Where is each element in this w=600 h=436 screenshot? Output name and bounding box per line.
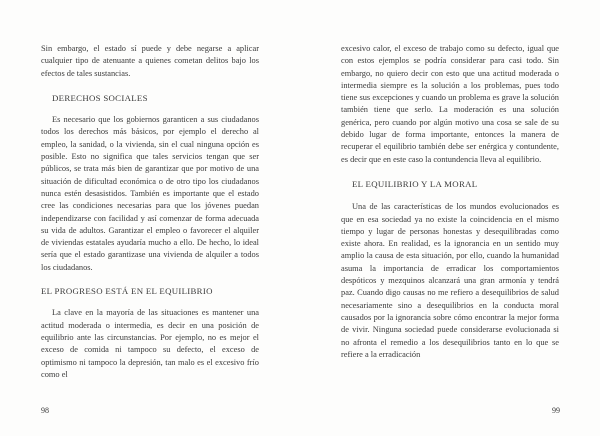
intro-paragraph: Sin embargo, el estado sí puede y debe negarse a aplicar cualquier tipo de atenuante a quienes cometan delitos bajo los efectos de tales sustancias. xyxy=(41,44,259,78)
paragraph-derechos-sociales: Es necesario que los gobiernos garanticen a sus ciudadanos todos los derechos más básicos, por ejemplo el derecho al empleo, la sanidad, o la vivienda, sin el cual ninguna opción es posible. Esto no significa que tales servicios tengan que ser públicos, se trata más bien de garantizar que por motivo de una situación de dificultad económica o de otro tipo los ciudadanos nunca estén desasistidos. También es importante que el estado cree las condiciones necesarias para que los jóvenes puedan independizarse con facilidad y así comenzar de forma adecuada su vida de adultos. Garantizar el empleo o favorecer el alquiler de viviendas estatales ayudaría mucho a ello. De hecho, lo ideal sería que el estado garantizase una vivienda de alquiler a todos los ciudadanos. xyxy=(41,115,259,272)
heading-equilibrio-moral: EL EQUILIBRIO Y LA MORAL xyxy=(352,178,478,189)
heading-progreso-equilibrio: EL PROGRESO ESTÁ EN EL EQUILIBRIO xyxy=(41,286,213,297)
paragraph-progreso-equilibrio: La clave en la mayoría de las situaciones es mantener una actitud moderada o intermedia, es decir en una posición de equilibrio ante las circunstancias. Por ejemplo, no es mejor el exceso de comida ni tampoco su defecto, el exceso de optimismo ni tampoco la depresión, tan malo es el excesivo frío como el xyxy=(41,308,259,379)
page-number-left: 98 xyxy=(41,406,49,415)
paragraph-equilibrio-moral: Una de las características de los mundos evolucionados es que en esa sociedad ya no existe la coincidencia en el mismo tiempo y lugar de personas honestas y desequilibradas como existe ahora. En realidad, es la ignorancia en un sentido muy amplio la causa de esta situación, por ello, cuando la humanidad asuma la importancia de erradicar los comportamientos despóticos y mezquinos alcanzará una gran armonía y tendrá paz. Cuando digo causas no me refiero a desequilibrios de salud necesariamente sino a desequilibrios en la conducta moral causados por la ignorancia sobre cómo encontrar la mejor forma de vivir. Ninguna sociedad puede considerarse evolucionada si no afronta el remedio a los desequilibrios tanto en lo que se refiere a la erradicación xyxy=(341,202,559,359)
left-page-column xyxy=(41,43,259,381)
continued-paragraph: excesivo calor, el exceso de trabajo como su defecto, igual que con estos ejemplos se podría considerar para casi todo. Sin embargo, no quiero decir con esto que una actitud moderada o intermedia siempre es la solución a los problemas, pues todo tiene sus excepciones y cuando un problema es grave la solución también tiene que serlo. La moderación es una solución genérica, pero cuando por algún motivo una cosa se sale de su debido lugar de forma importante, entonces la manera de recuperar el equilibrio también debe ser enérgica y contundente, es decir que en este caso la contundencia lleva al equilibrio. xyxy=(341,44,559,164)
page-number-right: 99 xyxy=(552,406,560,415)
heading-derechos-sociales: DERECHOS SOCIALES xyxy=(52,92,148,103)
right-page-column xyxy=(341,43,559,361)
